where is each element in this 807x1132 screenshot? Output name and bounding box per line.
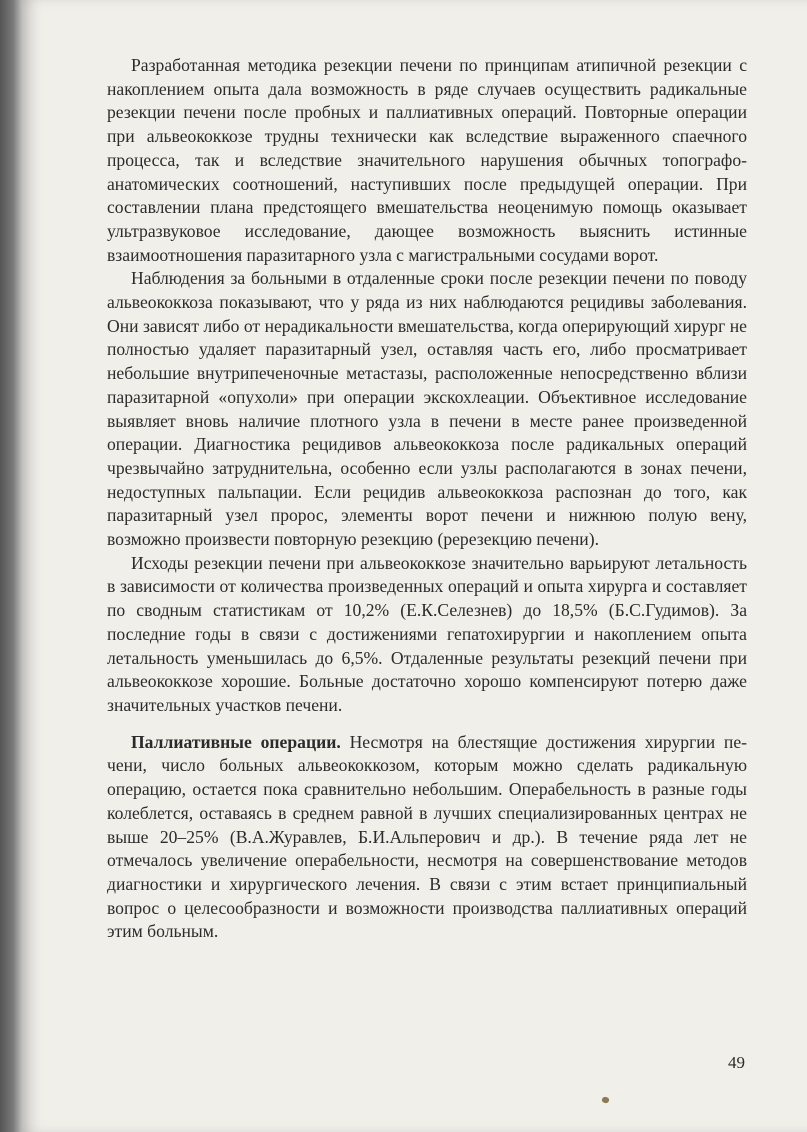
paragraph-outcomes: Исходы резекции печени при альвеококкозе значительно варьируют летальность в зависимости от количества произведенных операций и опыта хирурга и составляет по сводным статистикам от 10,2% (Е.К.Селезнев) до 18,5% (Б.С.Гудимов). За последние годы в связи с достижениями гепатохирургии и накоплением опыта летальность уменьшилась до 6,5%. Отдаленные результаты резекций печени при альвеококкозе хорошие. Больные достаточно хорошо компенсируют потерю даже значительных участков печени. <box>107 552 747 715</box>
paper-speck <box>601 1096 610 1104</box>
section-heading-palliative: Паллиативные операции. <box>131 731 341 752</box>
paragraph-palliative-text: Несмотря на блестящие достижения хирургии печени, число больных альвеококкозом, которым можно сделать радикальную операцию, остается пока сравнительно небольшим. Операбельность в разные годы колеблется, оставаясь в среднем равной в лучших специализированных центрах не выше 20–25% (В.А.Журавлев, Б.И.Альперович и др.). В течение ряда лет не отмечалось увеличение операбельности, несмотря на совершенствование методов диагностики и хирургического лечения. В связи с этим встает принципиальный вопрос о целесообразности и возможности производства паллиативных операций этим больным. <box>107 731 747 942</box>
body-text <box>107 54 747 944</box>
paragraph-resection-method: Разработанная методика резекции печени по принципам атипичной резекции с накоплением опыта дала возможность в ряде случаев осуществить радикальные резекции печени после пробных и паллиативных операций. Повторные операции при альвеококкозе трудны технически как вследствие выраженного спаечного процесса, так и вследствие значительного нарушения обычных топографо-анатомических соотношений, наступивших после предыдущей операции. При составлении плана предстоящего вмешательства неоценимую помощь оказывает ультразвуковое исследование, дающее возможность выяснить истинные взаимоотношения паразитарного узла с магистральными сосудами ворот. <box>107 55 747 265</box>
book-binding-shadow <box>0 0 22 1132</box>
book-page <box>22 0 807 1132</box>
page-number: 49 <box>728 1053 745 1072</box>
paragraph-recurrence: Наблюдения за больными в отдаленные сроки после резекции печени по поводу альвеококкоза показывают, что у ряда из них наблюдаются рецидивы заболевания. Они зависят либо от нерадикальности вмешательства, когда оперирующий хирург не полностью удаляет паразитарный узел, оставляя часть его, либо просматривает небольшие внутрипеченочные метастазы, расположенные непосредственно вблизи паразитарной «опухоли» при операции экскохлеации. Объективное исследование выявляет вновь наличие плотного узла в печени в месте ранее произведенной операции. Диагностика рецидивов альвеококкоза после радикальных операций чрезвычайно затруднительна, особенно если узлы располагаются в зонах печени, недоступных пальпации. Если рецидив альвеококкоза распознан до того, как паразитарный узел пророс, элементы ворот печени и нижнюю полую вену, возможно произвести повторную резекцию (ререзекцию печени). <box>107 268 747 550</box>
paragraph-palliative <box>107 731 747 944</box>
